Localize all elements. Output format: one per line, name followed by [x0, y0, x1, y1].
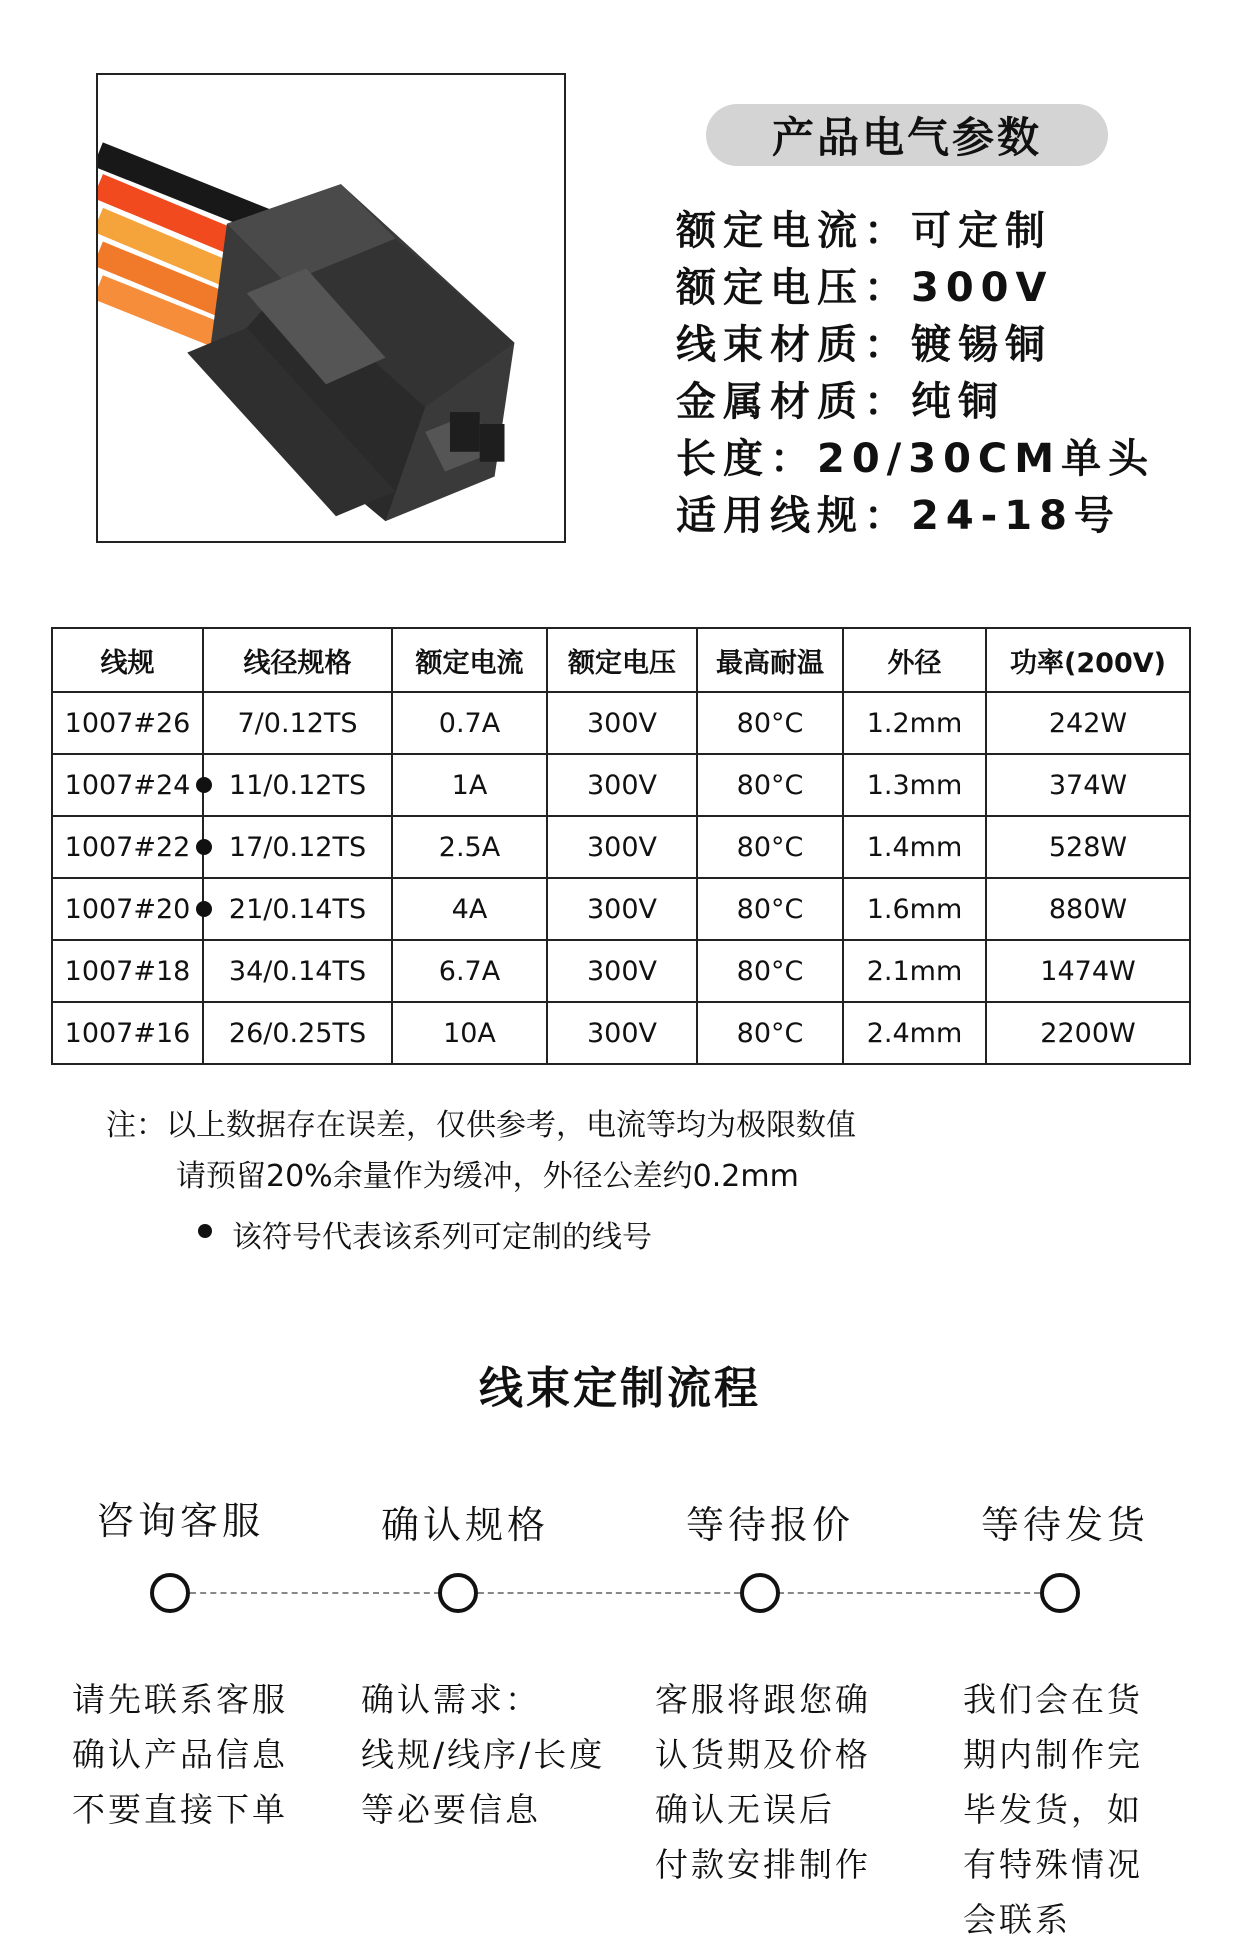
- table-cell: 880W: [986, 878, 1190, 940]
- step-desc-line: 确认产品信息: [72, 1735, 288, 1774]
- step-desc-ship: [963, 1672, 1143, 1947]
- parameters-title: 产品电气参数: [706, 104, 1108, 166]
- customizable-dot-icon: [196, 777, 212, 793]
- table-cell: 1007#18: [52, 940, 203, 1002]
- step-desc-consult: [72, 1672, 288, 1837]
- table-cell: 1474W: [986, 940, 1190, 1002]
- table-cell: [52, 816, 203, 878]
- step-desc-confirm: [361, 1672, 605, 1837]
- table-cell: 1007#26: [52, 692, 203, 754]
- table-row: [52, 816, 1190, 878]
- step-circle-icon: [740, 1573, 780, 1613]
- table-row: [52, 878, 1190, 940]
- step-desc-line: 请先联系客服: [72, 1680, 288, 1719]
- table-cell: 2.1mm: [843, 940, 986, 1002]
- table-cell: 374W: [986, 754, 1190, 816]
- table-cell: 0.7A: [392, 692, 547, 754]
- table-cell: 80°C: [697, 1002, 843, 1064]
- table-cell: 300V: [547, 816, 697, 878]
- spec-table: [51, 627, 1191, 1065]
- table-cell: 11/0.12TS: [203, 754, 392, 816]
- table-header-row: [52, 628, 1190, 692]
- param-rated-current: 额定电流：可定制: [676, 208, 1052, 254]
- step-desc-line: 认货期及价格: [655, 1735, 871, 1774]
- step-label-consult: 咨询客服: [95, 1499, 264, 1543]
- table-header: 额定电压: [547, 628, 697, 692]
- table-cell: 300V: [547, 1002, 697, 1064]
- note-legend: 该符号代表该系列可定制的线号: [232, 1220, 652, 1255]
- table-header: 线规: [52, 628, 203, 692]
- cell-text: 1007#22: [64, 831, 191, 863]
- table-cell: 1.3mm: [843, 754, 986, 816]
- table-cell: 7/0.12TS: [203, 692, 392, 754]
- table-cell: 1A: [392, 754, 547, 816]
- table-cell: 300V: [547, 940, 697, 1002]
- param-length: 长度：20/30CM单头: [676, 436, 1156, 482]
- note-line-2: 请预留20%余量作为缓冲，外径公差约0.2mm: [176, 1159, 799, 1194]
- table-cell: 1.6mm: [843, 878, 986, 940]
- table-cell: 528W: [986, 816, 1190, 878]
- table-header: 外径: [843, 628, 986, 692]
- step-label-confirm: 确认规格: [380, 1503, 549, 1547]
- step-desc-line: 不要直接下单: [72, 1790, 288, 1829]
- table-cell: 4A: [392, 878, 547, 940]
- table-cell: 10A: [392, 1002, 547, 1064]
- table-cell: 242W: [986, 692, 1190, 754]
- cell-text: 1007#20: [64, 893, 191, 925]
- step-desc-line: 确认无误后: [655, 1790, 835, 1829]
- process-connector: [478, 1592, 740, 1594]
- table-cell: 2.5A: [392, 816, 547, 878]
- connector-cable-photo-icon: [98, 75, 564, 541]
- step-desc-line: 期内制作完: [963, 1735, 1143, 1774]
- table-cell: 1.4mm: [843, 816, 986, 878]
- table-cell: 6.7A: [392, 940, 547, 1002]
- step-desc-line: 确认需求：: [361, 1680, 541, 1719]
- step-desc-line: 会联系: [963, 1900, 1071, 1939]
- table-cell: 2200W: [986, 1002, 1190, 1064]
- step-desc-line: 线规/线序/长度: [361, 1735, 606, 1774]
- table-cell: 80°C: [697, 754, 843, 816]
- table-cell: 34/0.14TS: [203, 940, 392, 1002]
- process-title: 线束定制流程: [479, 1363, 761, 1414]
- param-rated-voltage: 额定电压：300V: [676, 265, 1054, 311]
- note-line-1: 注：以上数据存在误差，仅供参考，电流等均为极限数值: [106, 1108, 856, 1143]
- table-row: [52, 940, 1190, 1002]
- step-desc-line: 客服将跟您确: [655, 1680, 871, 1719]
- step-circle-icon: [1040, 1573, 1080, 1613]
- table-cell: 80°C: [697, 692, 843, 754]
- parameters-list: [676, 203, 1155, 545]
- table-header: 线径规格: [203, 628, 392, 692]
- customizable-dot-icon: [196, 839, 212, 855]
- customizable-dot-icon: [198, 1224, 212, 1238]
- table-row: [52, 754, 1190, 816]
- table-cell: 300V: [547, 754, 697, 816]
- table-cell: 1007#16: [52, 1002, 203, 1064]
- step-desc-line: 有特殊情况: [963, 1845, 1143, 1884]
- table-row: [52, 692, 1190, 754]
- step-circle-icon: [438, 1573, 478, 1613]
- table-cell: [52, 754, 203, 816]
- table-row: [52, 1002, 1190, 1064]
- table-cell: 80°C: [697, 940, 843, 1002]
- table-cell: 80°C: [697, 816, 843, 878]
- table-cell: 21/0.14TS: [203, 878, 392, 940]
- cell-text: 1007#24: [64, 769, 191, 801]
- param-wire-gauge: 适用线规：24-18号: [676, 493, 1121, 539]
- process-connector: [190, 1592, 440, 1594]
- table-cell: 17/0.12TS: [203, 816, 392, 878]
- process-connector: [778, 1592, 1040, 1594]
- param-wire-material: 线束材质：镀锡铜: [676, 322, 1052, 368]
- step-desc-line: 我们会在货: [963, 1680, 1143, 1719]
- step-desc-line: 毕发货，如: [963, 1790, 1143, 1829]
- step-desc-line: 付款安排制作: [655, 1845, 871, 1884]
- table-header: 额定电流: [392, 628, 547, 692]
- step-desc-quote: [655, 1672, 871, 1892]
- step-circle-icon: [150, 1573, 190, 1613]
- table-cell: 80°C: [697, 878, 843, 940]
- product-photo: [96, 73, 566, 543]
- table-header: 功率(200V): [986, 628, 1190, 692]
- customizable-dot-icon: [196, 901, 212, 917]
- table-cell: [52, 878, 203, 940]
- table-cell: 1.2mm: [843, 692, 986, 754]
- table-cell: 300V: [547, 878, 697, 940]
- table-header: 最高耐温: [697, 628, 843, 692]
- step-label-ship: 等待发货: [980, 1503, 1149, 1547]
- table-cell: 300V: [547, 692, 697, 754]
- param-metal-material: 金属材质：纯铜: [676, 379, 1005, 425]
- step-desc-line: 等必要信息: [361, 1790, 541, 1829]
- table-cell: 26/0.25TS: [203, 1002, 392, 1064]
- table-cell: 2.4mm: [843, 1002, 986, 1064]
- step-label-quote: 等待报价: [685, 1503, 854, 1547]
